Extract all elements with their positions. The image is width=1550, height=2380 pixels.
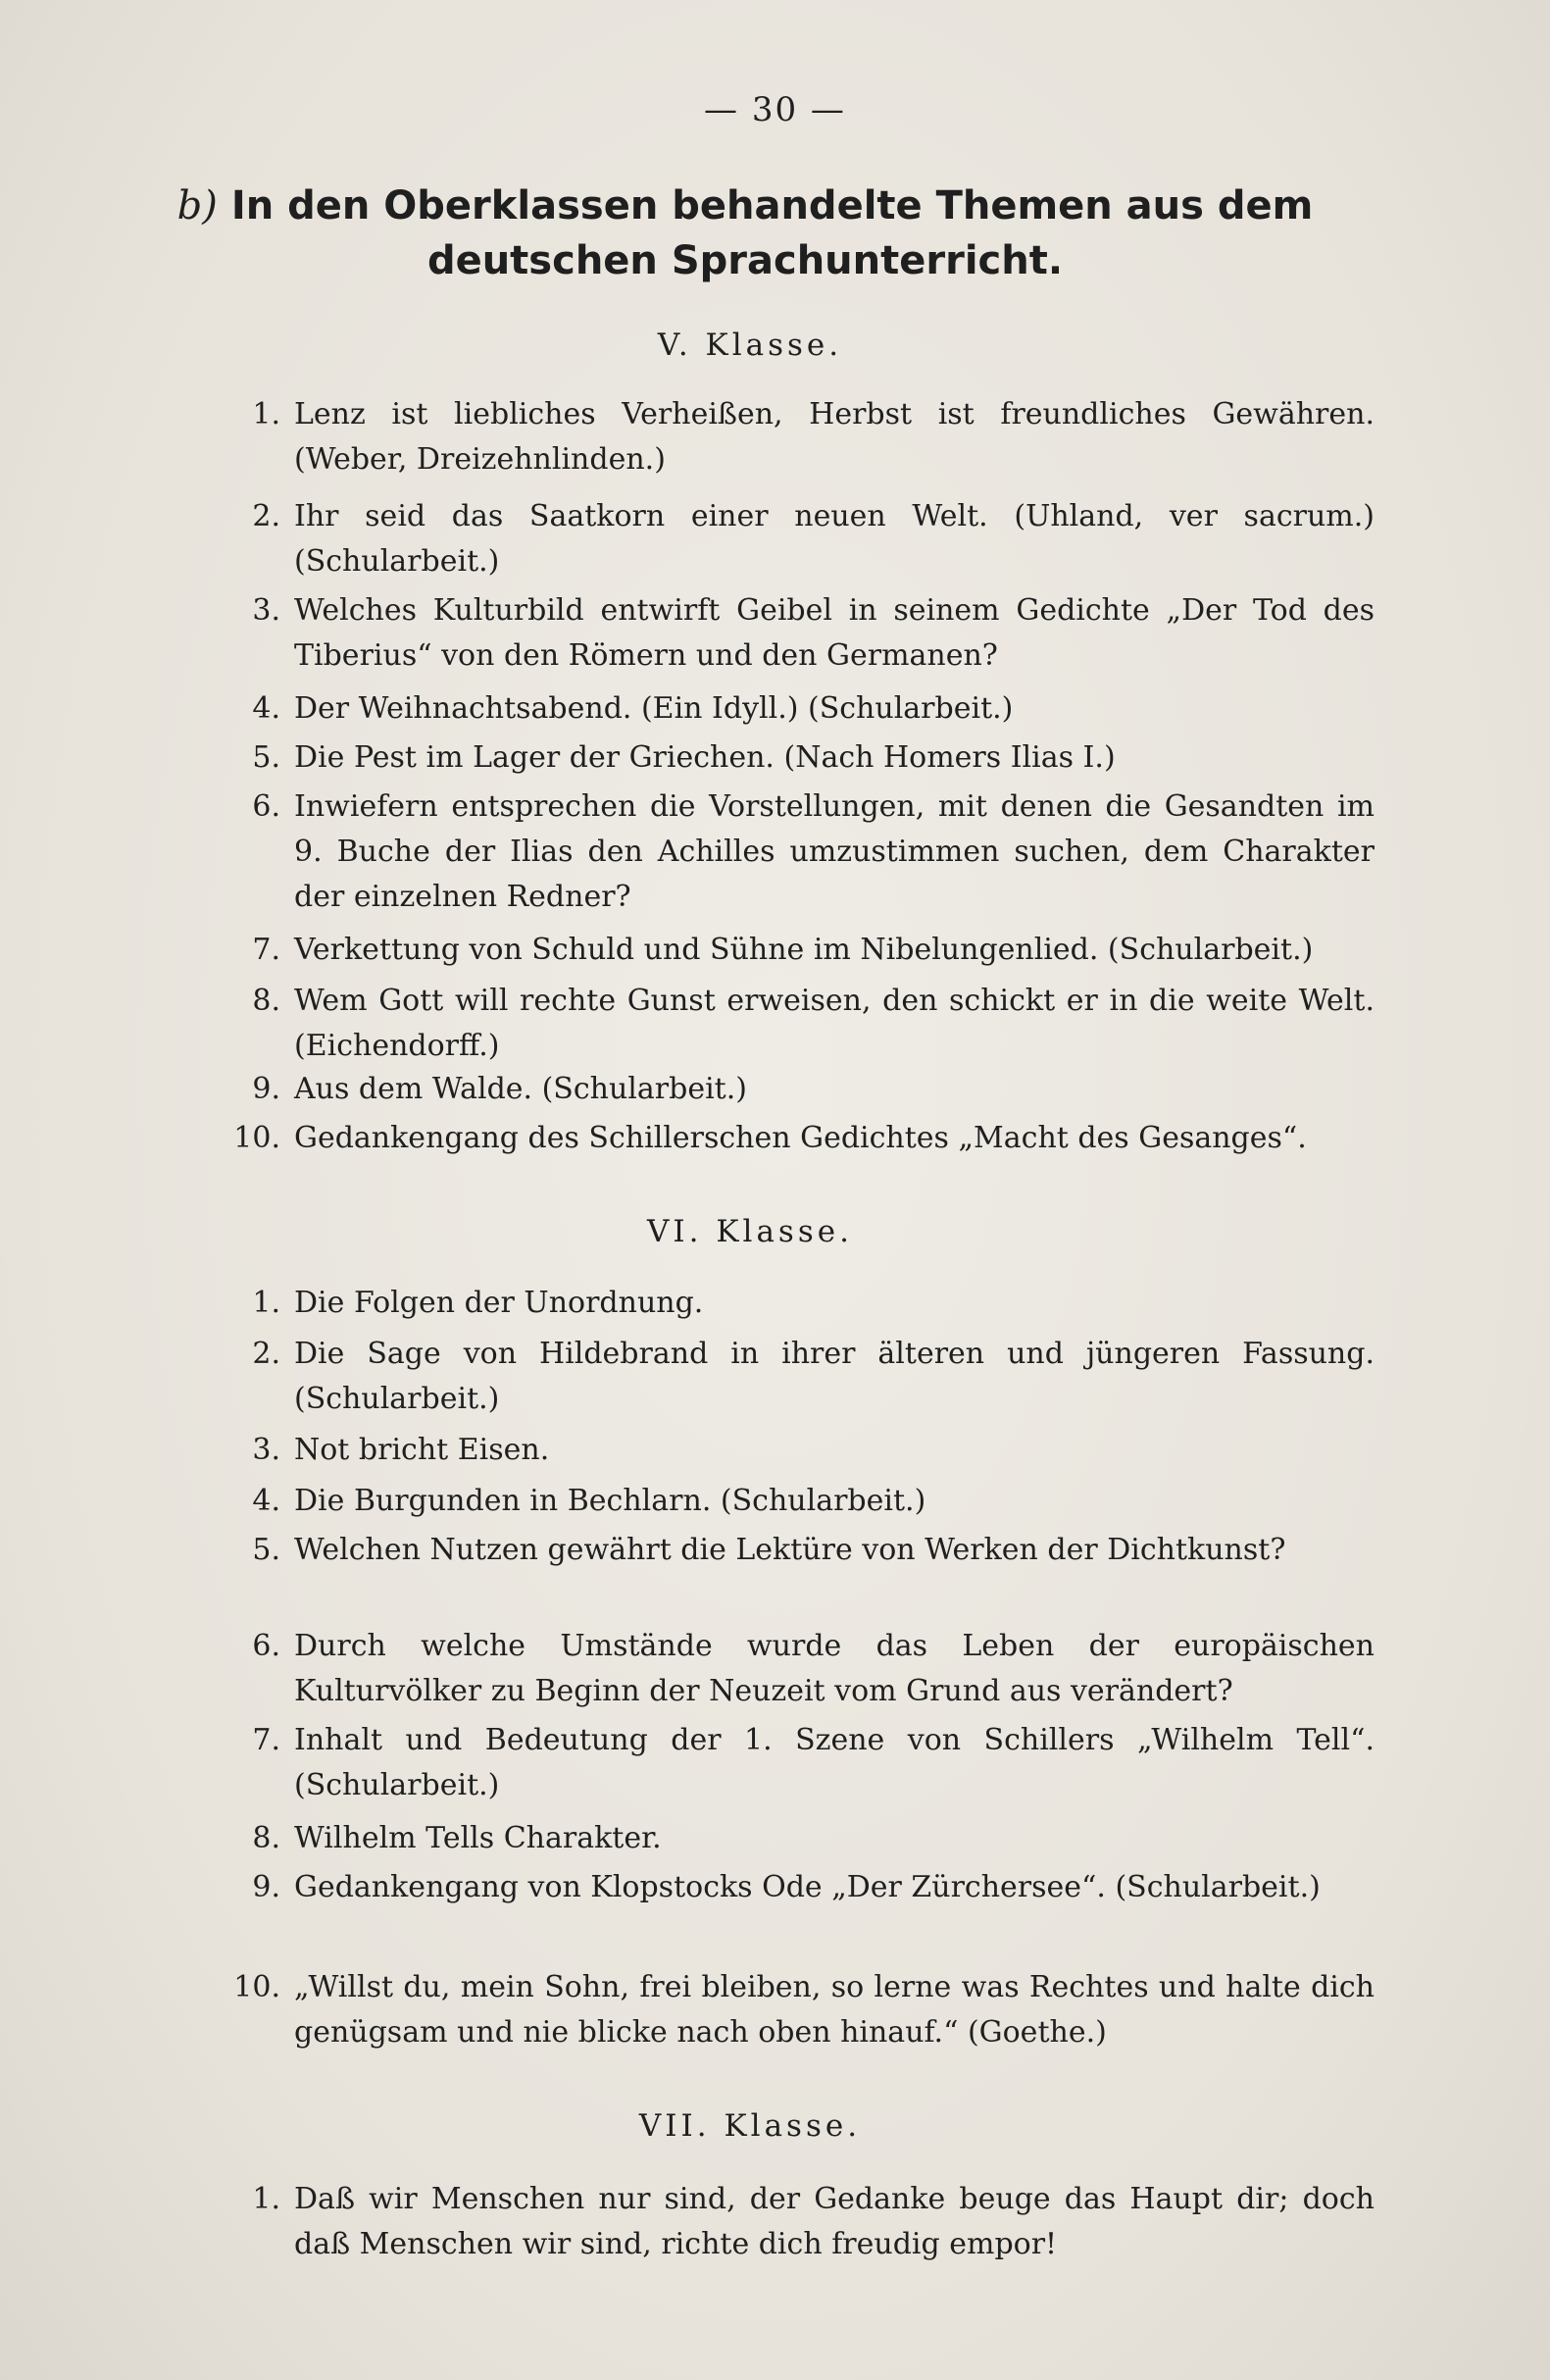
item-number: 8.: [252, 1821, 280, 1855]
list-item: [233, 1965, 1375, 2055]
item-number: 1.: [252, 1286, 280, 1320]
item-text: Verkettung von Schuld und Sühne im Nibelungenlied. (Schularbeit.): [294, 933, 1314, 967]
list-item: [252, 1428, 1375, 1473]
item-text: Not bricht Eisen.: [294, 1433, 550, 1467]
heading-marker: b): [176, 183, 218, 228]
list-item: [252, 686, 1375, 732]
list-item: [252, 1624, 1375, 1714]
item-number: 5.: [252, 740, 280, 775]
list-item: [252, 392, 1375, 482]
item-number: 1.: [252, 397, 280, 431]
item-number: 9.: [252, 1072, 280, 1106]
item-text: Der Weihnachtsabend. (Ein Idyll.) (Schularbeit.): [294, 691, 1014, 726]
item-text: Die Sage von Hildebrand in ihrer älteren und jüngeren Fassung. (Schularbeit.): [294, 1337, 1375, 1416]
list-item: [252, 1528, 1375, 1573]
class-title-v: V. Klasse.: [657, 328, 843, 363]
item-text: Daß wir Menschen nur sind, der Gedanke beuge das Haupt dir; doch daß Menschen wir sind, richte dich freudig empor!: [294, 2182, 1375, 2261]
item-number: 3.: [252, 1433, 280, 1467]
item-text: Die Folgen der Unordnung.: [294, 1286, 704, 1320]
item-text: Lenz ist liebliches Verheißen, Herbst ist freundliches Gewähren. (Weber, Dreizehnlinden.): [294, 397, 1375, 477]
item-number: 6.: [252, 789, 280, 824]
item-number: 5.: [252, 1533, 280, 1567]
list-item: [252, 1816, 1375, 1861]
class-title-vi: VI. Klasse.: [647, 1214, 853, 1249]
list-item: [252, 979, 1375, 1069]
list-item: [252, 1067, 1375, 1112]
item-text: Gedankengang des Schillerschen Gedichtes „Macht des Gesanges“.: [294, 1121, 1307, 1155]
page-number: — 30 —: [704, 90, 846, 129]
list-item: [252, 588, 1375, 679]
item-number: 2.: [252, 1337, 280, 1371]
item-number: 4.: [252, 1484, 280, 1518]
item-number: 9.: [252, 1870, 280, 1904]
item-text: Die Pest im Lager der Griechen. (Nach Homers Ilias I.): [294, 740, 1116, 775]
list-item: [252, 1479, 1375, 1524]
item-text: Aus dem Walde. (Schularbeit.): [294, 1072, 747, 1106]
list-item: [252, 928, 1375, 973]
class-title-vii: VII. Klasse.: [638, 2108, 862, 2144]
item-number: 6.: [252, 1629, 280, 1663]
item-text: Welches Kulturbild entwirft Geibel in seinem Gedichte „Der Tod des Tiberius“ von den Römern und den Germanen?: [294, 593, 1375, 673]
list-item: [252, 1281, 1375, 1326]
item-text: Wilhelm Tells Charakter.: [294, 1821, 662, 1855]
item-text: Inhalt und Bedeutung der 1. Szene von Schillers „Wilhelm Tell“. (Schularbeit.): [294, 1723, 1375, 1802]
list-item: [252, 1865, 1375, 1910]
item-number: 7.: [252, 1723, 280, 1757]
item-number: 7.: [252, 933, 280, 967]
item-number: 10.: [233, 1121, 280, 1155]
item-number: 4.: [252, 691, 280, 726]
item-number: 10.: [233, 1970, 280, 2004]
item-number: 1.: [252, 2182, 280, 2216]
item-number: 8.: [252, 984, 280, 1018]
item-text: Durch welche Umstände wurde das Leben der europäischen Kulturvölker zu Beginn der Neuzeit vom Grund aus verändert?: [294, 1629, 1375, 1708]
list-item: [252, 2177, 1375, 2267]
item-text: Die Burgunden in Bechlarn. (Schularbeit.): [294, 1484, 926, 1518]
list-item: [252, 1718, 1375, 1808]
section-heading: [118, 178, 1373, 288]
item-text: Wem Gott will rechte Gunst erweisen, den schickt er in die weite Welt. (Eichendorff.): [294, 984, 1375, 1063]
list-item: [252, 494, 1375, 584]
item-text: Gedankengang von Klopstocks Ode „Der Zürchersee“. (Schularbeit.): [294, 1870, 1321, 1904]
list-item: [252, 785, 1375, 920]
item-number: 3.: [252, 593, 280, 628]
item-text: „Willst du, mein Sohn, frei bleiben, so lerne was Rechtes und halte dich genügsam und nie blicke nach oben hinauf.“ (Goethe.): [294, 1970, 1375, 2050]
list-item: [233, 1116, 1375, 1161]
list-item: [252, 735, 1375, 781]
item-number: 2.: [252, 499, 280, 533]
item-text: Welchen Nutzen gewährt die Lektüre von Werken der Dichtkunst?: [294, 1533, 1286, 1567]
heading-text: In den Oberklassen behandelte Themen aus dem deutschen Sprachunterricht.: [230, 183, 1314, 283]
item-text: Inwiefern entsprechen die Vorstellungen, mit denen die Gesandten im 9. Buche der Ilias den Achilles umzustimmen suchen, dem Charakter der einzelnen Redner?: [294, 789, 1375, 914]
list-item: [252, 1332, 1375, 1422]
item-text: Ihr seid das Saatkorn einer neuen Welt. (Uhland, ver sacrum.) (Schularbeit.): [294, 499, 1375, 579]
